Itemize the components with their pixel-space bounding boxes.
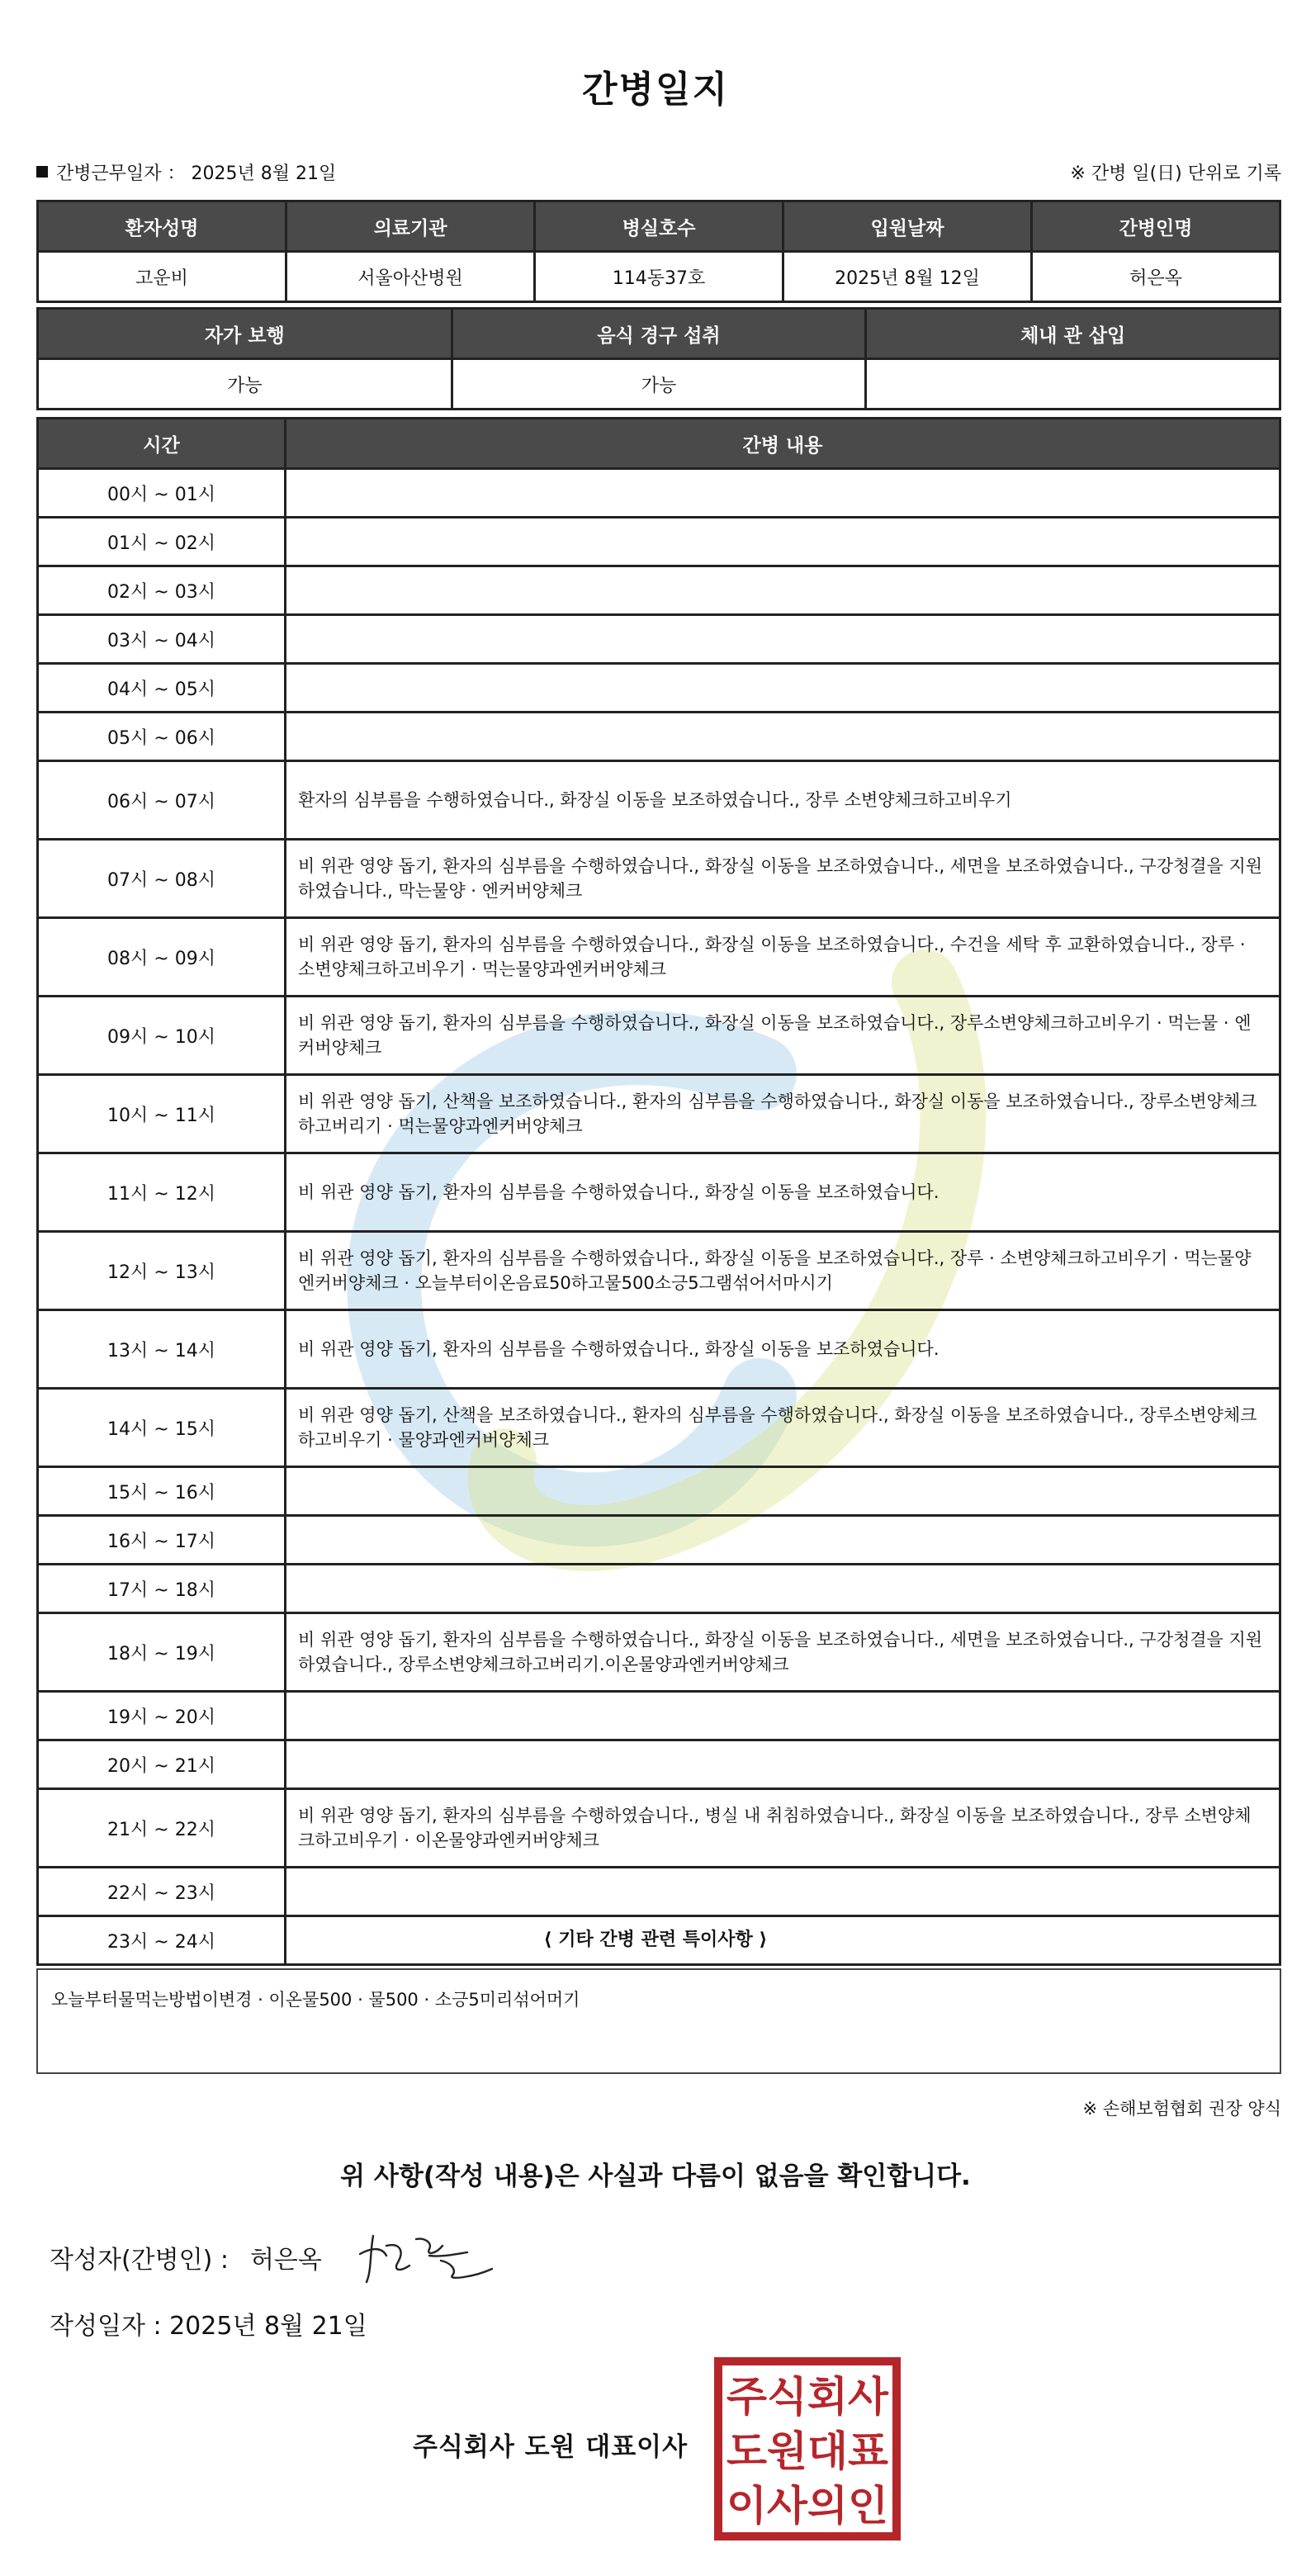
author-row	[50, 2239, 322, 2275]
log-time: 19시 ~ 20시	[38, 1692, 286, 1740]
log-time: 22시 ~ 23시	[38, 1868, 286, 1916]
care-log-table	[36, 417, 1281, 1966]
unit-note: ※ 간병 일(日) 단위로 기록	[1070, 163, 1281, 184]
notes-box: 오늘부터물먹는방법이변경 · 이온물500 · 물500 · 소긍5미리섞어머기	[36, 1968, 1281, 2074]
log-time: 05시 ~ 06시	[38, 713, 286, 761]
care-log-row	[38, 997, 1280, 1075]
log-content: 비 위관 영양 돕기, 환자의 심부름을 수행하였습니다., 화장실 이동을 보조하였습니다., 세면을 보조하였습니다., 구강청결을 지원하였습니다., 막는물양 · 엔커버양체크	[286, 840, 1280, 918]
log-content	[286, 664, 1280, 713]
care-log-row	[38, 918, 1280, 997]
page-title: 간병일지	[581, 69, 729, 111]
patient-info-table	[36, 200, 1281, 303]
handwritten-signature	[350, 2221, 507, 2287]
care-log-row	[38, 1565, 1280, 1613]
care-log-row	[38, 713, 1280, 761]
log-time: 13시 ~ 14시	[38, 1310, 286, 1389]
log-content	[286, 566, 1280, 615]
care-log-row	[38, 1153, 1280, 1232]
log-content: 비 위관 영양 돕기, 환자의 심부름을 수행하였습니다., 화장실 이동을 보조하였습니다., 수건을 세탁 후 교환하였습니다., 장루 · 소변양체크하고비우기 · 먹는물양과엔커버양체크	[286, 918, 1280, 997]
log-content	[286, 518, 1280, 566]
header-admission-date: 입원날짜	[783, 201, 1032, 252]
care-log-row	[38, 1389, 1280, 1467]
care-log-row	[38, 1516, 1280, 1565]
log-time: 08시 ~ 09시	[38, 918, 286, 997]
admission-date: 2025년 8월 12일	[783, 252, 1032, 302]
log-time: 10시 ~ 11시	[38, 1075, 286, 1153]
care-date-label: 간병근무일자 ： 2025년 8월 21일	[56, 163, 337, 184]
header-walking: 자가 보행	[38, 309, 452, 359]
log-content	[286, 469, 1280, 518]
log-content: 비 위관 영양 돕기, 환자의 심부름을 수행하였습니다., 화장실 이동을 보조하였습니다., 장루 · 소변양체크하고비우기 · 먹는물양엔커버양체크 · 오늘부터이온음료50하고물500소긍5그램섞어서마시기	[286, 1232, 1280, 1310]
care-log-row	[38, 840, 1280, 918]
confirmation-statement: 위 사항(작성 내용)은 사실과 다름이 없음을 확인합니다.	[340, 2162, 971, 2191]
log-content: 비 위관 영양 돕기, 산책을 보조하였습니다., 환자의 심부름을 수행하였습니다., 화장실 이동을 보조하였습니다., 장루소변양체크하고비우기 · 물양과엔커버양체크	[286, 1389, 1280, 1467]
log-content	[286, 1516, 1280, 1565]
hospital: 서울아산병원	[286, 252, 535, 302]
log-time: 21시 ~ 22시	[38, 1789, 286, 1868]
log-time: 18시 ~ 19시	[38, 1613, 286, 1692]
header-hospital: 의료기관	[286, 201, 535, 252]
care-log-row	[38, 761, 1280, 840]
log-content: 비 위관 영양 돕기, 환자의 심부름을 수행하였습니다., 화장실 이동을 보조하였습니다.	[286, 1153, 1280, 1232]
log-time: 04시 ~ 05시	[38, 664, 286, 713]
log-time: 12시 ~ 13시	[38, 1232, 286, 1310]
room-number: 114동37호	[535, 252, 783, 302]
notes-title: ⟨ 기타 간병 관련 특이사항 ⟩	[543, 1930, 768, 1950]
tube-status	[866, 359, 1280, 410]
log-content: 비 위관 영양 돕기, 산책을 보조하였습니다., 환자의 심부름을 수행하였습니다., 화장실 이동을 보조하였습니다., 장루소변양체크하고버리기 · 먹는물양과엔커버양체크	[286, 1075, 1280, 1153]
care-log-row	[38, 1740, 1280, 1789]
log-content	[286, 1740, 1280, 1789]
log-content	[286, 1565, 1280, 1613]
care-log-row	[38, 615, 1280, 664]
care-log-row	[38, 518, 1280, 566]
company-signoff: 주식회사 도원 대표이사	[413, 2432, 689, 2462]
date-row	[36, 157, 1281, 187]
log-time: 01시 ~ 02시	[38, 518, 286, 566]
care-log-row	[38, 1232, 1280, 1310]
care-log-row	[38, 566, 1280, 615]
header-care-content: 간병 내용	[286, 419, 1280, 469]
company-seal-stamp	[713, 2356, 902, 2541]
log-time: 02시 ~ 03시	[38, 566, 286, 615]
care-log-row	[38, 1868, 1280, 1916]
caregiver-name: 허은옥	[1032, 252, 1280, 302]
log-content: 비 위관 영양 돕기, 환자의 심부름을 수행하였습니다., 병실 내 취침하였습니다., 화장실 이동을 보조하였습니다., 장루 소변양체크하고비우기 · 이온물양과엔커버양체크	[286, 1789, 1280, 1868]
header-tube: 체내 관 삽입	[866, 309, 1280, 359]
patient-status-table	[36, 307, 1281, 410]
care-log-row	[38, 1075, 1280, 1153]
log-time: 07시 ~ 08시	[38, 840, 286, 918]
log-time: 17시 ~ 18시	[38, 1565, 286, 1613]
seal-text-line: 주식회사	[726, 2373, 889, 2421]
log-content	[286, 1692, 1280, 1740]
bullet-square-icon	[36, 166, 48, 178]
log-time: 09시 ~ 10시	[38, 997, 286, 1075]
patient-name: 고운비	[38, 252, 286, 302]
care-log-row	[38, 1310, 1280, 1389]
log-content: 비 위관 영양 돕기, 환자의 심부름을 수행하였습니다., 화장실 이동을 보조하였습니다.	[286, 1310, 1280, 1389]
care-log-row	[38, 469, 1280, 518]
care-log-rows	[38, 469, 1280, 1965]
log-time: 14시 ~ 15시	[38, 1389, 286, 1467]
log-time: 15시 ~ 16시	[38, 1467, 286, 1516]
log-content	[286, 615, 1280, 664]
header-patient-name: 환자성명	[38, 201, 286, 252]
log-time: 20시 ~ 21시	[38, 1740, 286, 1789]
written-date: 작성일자 : 2025년 8월 21일	[50, 2312, 367, 2341]
header-oral-intake: 음식 경구 섭취	[452, 309, 866, 359]
log-content	[286, 713, 1280, 761]
header-room: 병실호수	[535, 201, 783, 252]
care-log-row	[38, 1613, 1280, 1692]
oral-intake-status: 가능	[452, 359, 866, 410]
care-log-row	[38, 1467, 1280, 1516]
log-content: 비 위관 영양 돕기, 환자의 심부름을 수행하였습니다., 화장실 이동을 보조하였습니다., 장루소변양체크하고비우기 · 먹는물 · 엔커버양체크	[286, 997, 1280, 1075]
log-time: 03시 ~ 04시	[38, 615, 286, 664]
care-log-row	[38, 1692, 1280, 1740]
log-time: 16시 ~ 17시	[38, 1516, 286, 1565]
log-time: 11시 ~ 12시	[38, 1153, 286, 1232]
author-name: 허은옥	[249, 2246, 322, 2275]
recommend-note: ※ 손해보험협회 권장 양식	[1082, 2099, 1281, 2119]
walking-status: 가능	[38, 359, 452, 410]
header-caregiver: 간병인명	[1032, 201, 1280, 252]
log-content	[286, 1868, 1280, 1916]
seal-text-line: 도원대표	[726, 2427, 889, 2475]
care-log-row	[38, 664, 1280, 713]
log-time: 23시 ~ 24시	[38, 1916, 286, 1965]
author-label: 작성자(간병인) :	[50, 2246, 229, 2275]
log-content: 환자의 심부름을 수행하였습니다., 화장실 이동을 보조하였습니다., 장루 소변양체크하고비우기	[286, 761, 1280, 840]
log-time: 00시 ~ 01시	[38, 469, 286, 518]
care-date	[36, 159, 336, 185]
seal-text-line: 이사의인	[726, 2482, 888, 2530]
log-content	[286, 1467, 1280, 1516]
header-time: 시간	[38, 419, 286, 469]
care-log-row	[38, 1789, 1280, 1868]
log-content: 비 위관 영양 돕기, 환자의 심부름을 수행하였습니다., 화장실 이동을 보조하였습니다., 세면을 보조하였습니다., 구강청결을 지원하였습니다., 장루소변양체크하고버리기.이온물양과엔커버양체크	[286, 1613, 1280, 1692]
log-time: 06시 ~ 07시	[38, 761, 286, 840]
